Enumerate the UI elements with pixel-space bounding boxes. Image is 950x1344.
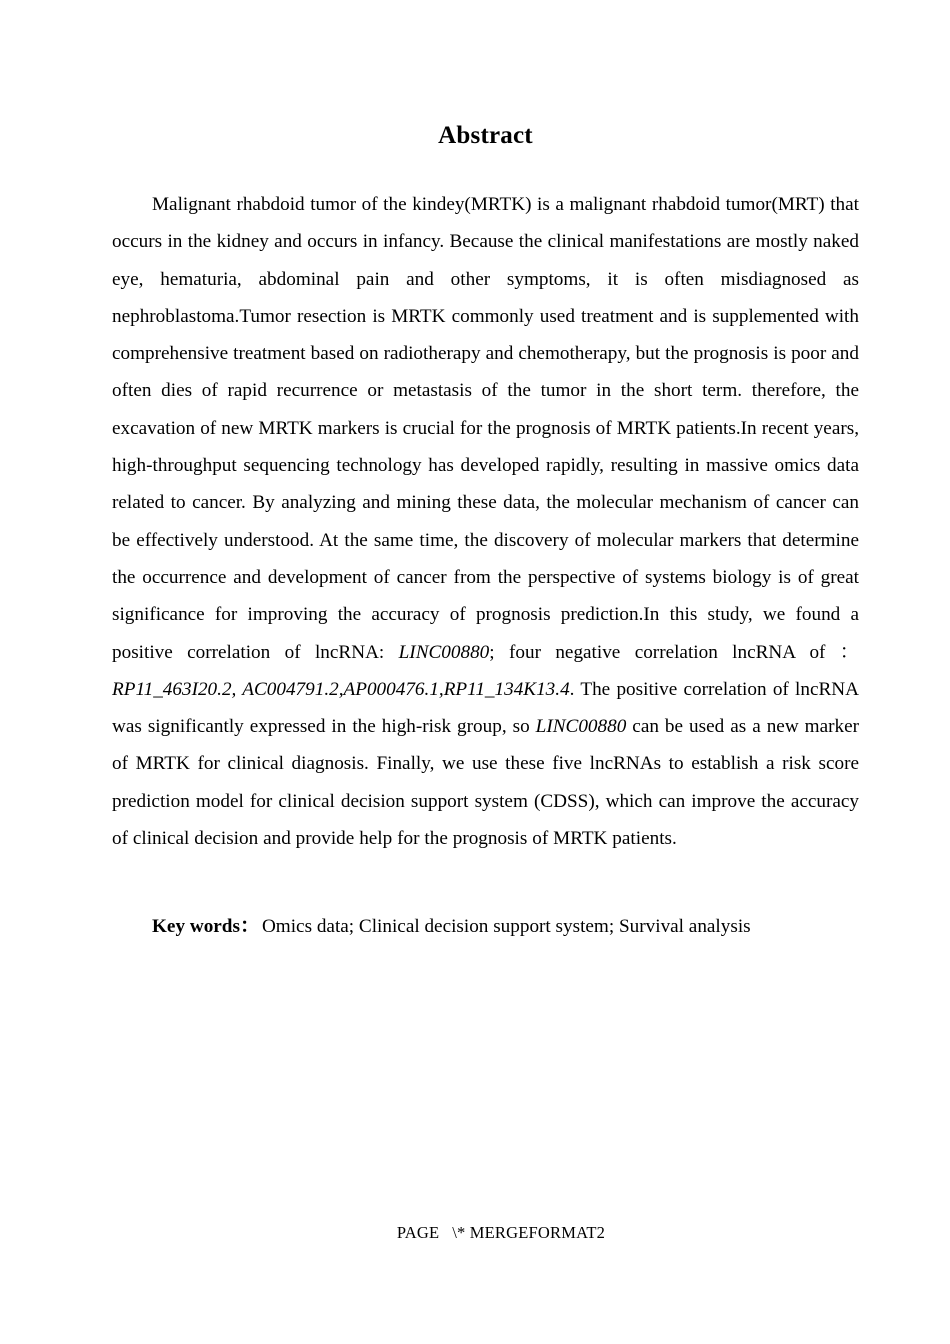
lncrna-name: RP11_463I20.2, AC004791.2,AP000476.1,RP11_134K13.4 (112, 678, 570, 700)
lncrna-name: LINC00880 (398, 641, 490, 663)
keywords-colon: ： (239, 915, 260, 937)
abstract-text-run: Malignant rhabdoid tumor of the kindey(MRTK) is a malignant rhabdoid tumor(MRT) that occurs in the kidney and occurs in infancy. Because the clinical manifestations are mostly naked eye, hematuria, abdominal pain and other symptoms, it is often misdiagnosed as nephroblastoma.Tumor resection is MRTK commonly used treatment and is supplemented with comprehensive treatment based on radiotherapy and chemotherapy, but the prognosis is poor and often dies of rapid recurrence or metastasis of the tumor in the short term. therefore, the excavation of new MRTK markers is crucial for the prognosis of MRTK patients.In recent years, high-throughput sequencing technology has developed rapidly, resulting in massive omics data related to cancer. By analyzing and mining these data, the molecular mechanism of cancer can be effectively understood. At the same time, the discovery of molecular markers that determine the occurrence and development of cancer from the perspective of systems biology is of great significance for improving the accuracy of prognosis prediction.In this study, we found a positive correlation of lncRNA: (112, 194, 859, 663)
abstract-paragraph (112, 186, 859, 857)
footer-field-code (0, 1222, 950, 1244)
abstract-text-run: can be used as a new marker of MRTK for clinical diagnosis. Finally, we use these five lncRNAs to establish a risk score prediction model for clinical decision support system (CDSS), which can improve the accuracy of clinical decision and provide help for the prognosis of MRTK patients. (112, 716, 860, 850)
page-title: Abstract (438, 121, 533, 149)
keywords-value: Omics data; Clinical decision support system; Survival analysis (261, 916, 751, 937)
keywords-line (112, 908, 859, 945)
abstract-text-run: ; four negative correlation lncRNA of ： (489, 641, 859, 663)
keywords-label: Key words (152, 916, 240, 937)
lncrna-name: LINC00880 (535, 716, 627, 738)
footer-field-code-text: PAGE \* MERGEFORMAT2 (396, 1223, 606, 1242)
abstract-text-run: . The positive correlation of lncRNA was significantly expressed in the high-risk group, so (112, 678, 860, 738)
